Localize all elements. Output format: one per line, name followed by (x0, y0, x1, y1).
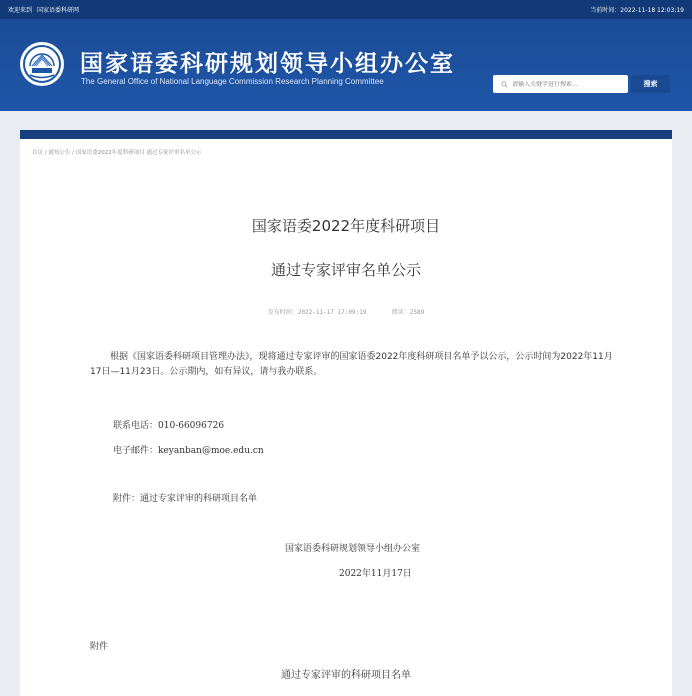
article-title-line2: 通过专家评审名单公示 (270, 261, 421, 279)
publish-label: 发布时间： (267, 309, 298, 316)
contact-phone (113, 418, 224, 431)
breadcrumb-section[interactable]: 通知公告 (48, 150, 71, 156)
site-subtitle: The General Office of National Language Commission Research Planning Committee (81, 77, 384, 86)
appendix-title: 通过专家评审的科研项目名单 (281, 670, 411, 681)
breadcrumb-separator: / (72, 150, 74, 156)
article-meta (20, 307, 672, 316)
views-count: 2589 (409, 309, 425, 316)
signature-date: 2022年11月17日 (339, 569, 412, 579)
current-time (590, 5, 684, 14)
logo-emblem-icon (22, 44, 62, 84)
site-logo[interactable] (20, 42, 64, 86)
welcome-label: 欢迎来到 (8, 7, 33, 14)
attachment-label: 附件： (113, 494, 141, 504)
attachment-link[interactable]: 通过专家评审的科研项目名单 (140, 494, 258, 504)
article-title-line1: 国家语委2022年度科研项目 (251, 217, 441, 235)
breadcrumb-current: 国家语委2022年度科研项目 通过专家评审名单公示 (75, 150, 202, 156)
search-icon (501, 81, 508, 88)
breadcrumb-separator: / (44, 150, 47, 156)
phone-label: 联系电话： (113, 421, 159, 431)
attachment-line (113, 491, 257, 504)
time-label: 当前时间： (590, 7, 621, 14)
email-label: 电子邮件： (113, 446, 159, 456)
welcome-text (8, 5, 84, 14)
search-input[interactable] (512, 81, 622, 88)
article-card (20, 139, 672, 696)
breadcrumb (32, 148, 202, 156)
article-body: 根据《国家语委科研项目管理办法》，现将通过专家评审的国家语委2022年度科研项目名单予以公示，公示时间为2022年11月17日—11月23日。公示期内，如有异议，请与我办联系。 (90, 352, 613, 377)
site-title: 国家语委科研规划领导小组办公室 (80, 50, 455, 77)
appendix-label: 附件 (90, 642, 109, 652)
views-label: 阅读： (391, 309, 410, 316)
publish-time: 2022-11-17 17:09:19 (297, 309, 367, 316)
search-box[interactable] (493, 75, 628, 93)
contact-email (113, 443, 264, 456)
site-name: 国家语委科研网 (37, 7, 80, 14)
phone-value: 010-66096726 (158, 421, 225, 431)
top-bar (0, 0, 692, 19)
signature-org: 国家语委科研规划领导小组办公室 (285, 544, 421, 554)
site-header (0, 19, 692, 111)
time-value: 2022-11-18 12:03:19 (620, 7, 684, 14)
email-value[interactable]: keyanban@moe.edu.cn (158, 446, 264, 456)
search-button[interactable]: 搜索 (631, 75, 670, 93)
breadcrumb-home[interactable]: 首页 (32, 150, 44, 156)
